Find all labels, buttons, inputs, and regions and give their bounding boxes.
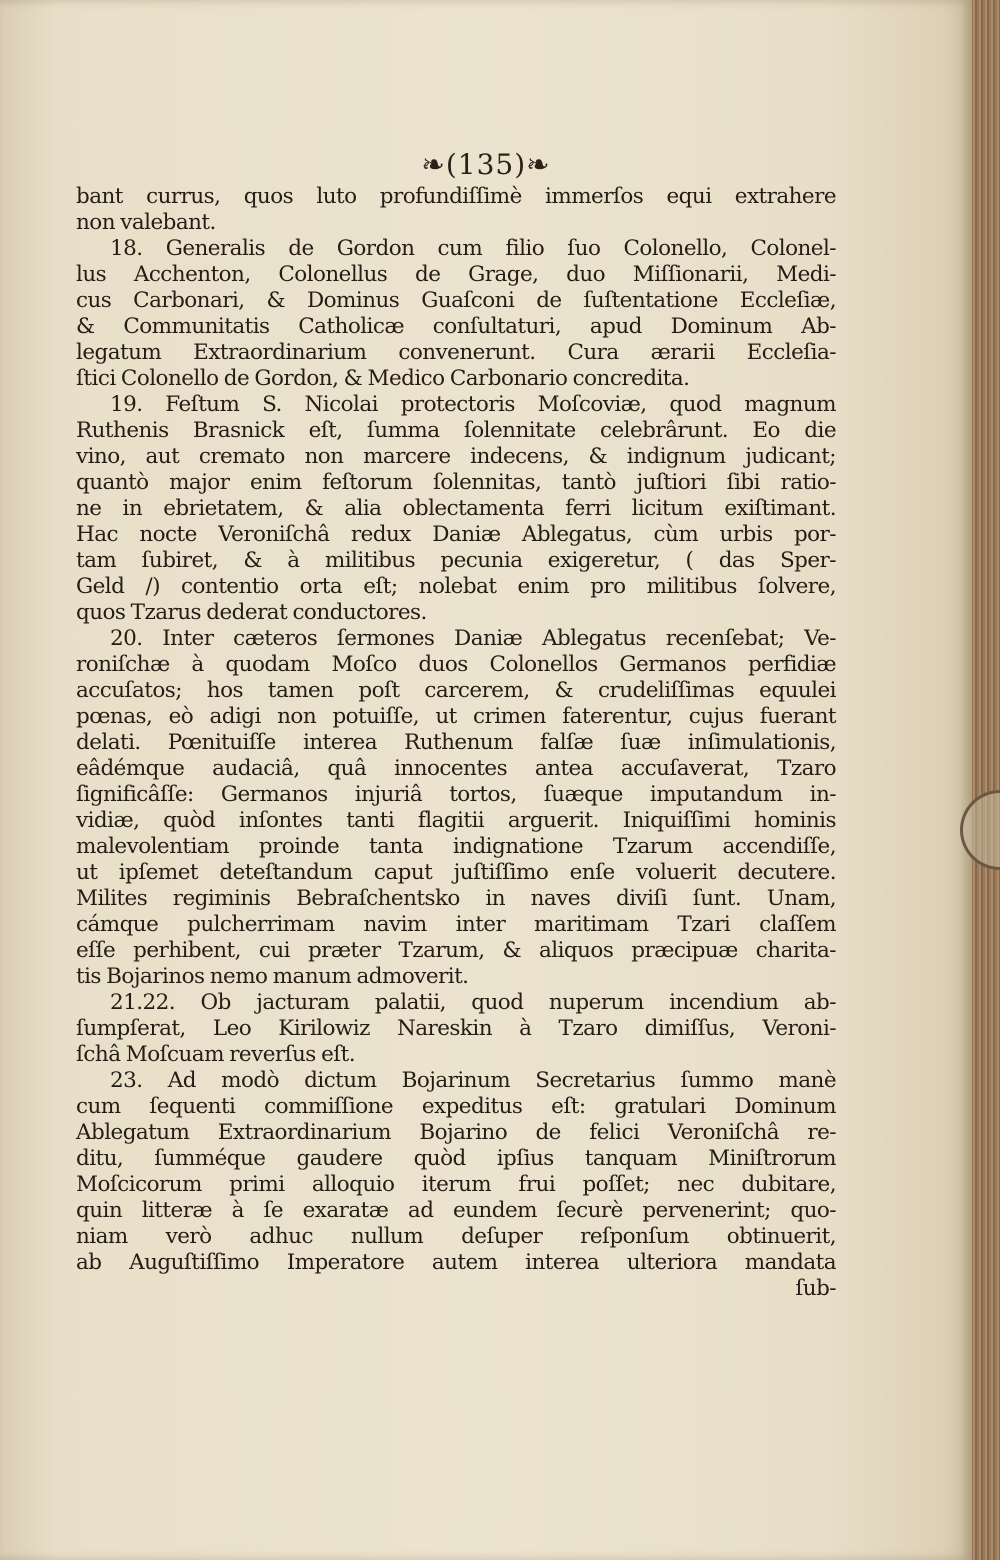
text-line: lus Acchenton, Colonellus de Grage, duo Miſſionarii, Medi- (76, 262, 836, 287)
text-line: 20. Inter cæteros ſermones Daniæ Ablegatus recenſebat; Ve- (110, 626, 836, 651)
text-line: ſub- (795, 1276, 836, 1301)
text-line: ſignificâſſe: Germanos injuriâ tortos, ſuæque imputandum in- (76, 782, 836, 807)
text-line: cus Carbonari, & Dominus Guaſconi de ſuſtentatione Eccleſiæ, (76, 288, 836, 313)
text-line: vino, aut cremato non marcere indecens, & indignum judicant; (76, 444, 836, 469)
text-line: quin litteræ à ſe exaratæ ad eundem ſecurè pervenerint; quo- (76, 1198, 836, 1223)
text-line: eâdémque audaciâ, quâ innocentes antea accuſaverat, Tzaro (76, 756, 836, 781)
text-line: & Communitatis Catholicæ conſultaturi, apud Dominum Ab- (76, 314, 836, 339)
text-line: cámque pulcherrimam navim inter maritimam Tzari claſſem (76, 912, 836, 937)
text-line: accuſatos; hos tamen poſt carcerem, & crudeliſſimas equulei (76, 678, 836, 703)
text-line: Hac nocte Veroniſchâ redux Daniæ Ablegatus, cùm urbis por- (76, 522, 836, 547)
text-line: ab Auguſtiſſimo Imperatore autem interea ulteriora mandata (76, 1250, 836, 1275)
text-line: tam ſubiret, & à militibus pecunia exigeretur, ( das Sper- (76, 548, 836, 573)
text-line: ſumpſerat, Leo Kirilowiz Nareskin à Tzaro dimiſſus, Veroni- (76, 1016, 836, 1041)
text-line: 18. Generalis de Gordon cum filio ſuo Colonello, Colonel- (110, 236, 836, 261)
text-line: delati. Pœnituiſſe interea Ruthenum falſæ ſuæ inſimulationis, (76, 730, 836, 755)
text-line: malevolentiam proinde tanta indignatione Tzarum accendiſſe, (76, 834, 836, 859)
text-line: ne in ebrietatem, & alia oblectamenta ferri licitum exiſtimant. (76, 496, 836, 521)
text-line: pœnas, eò adigi non potuiſſe, ut crimen faterentur, cujus fuerant (76, 704, 836, 729)
text-line: Geld /) contentio orta eſt; nolebat enim pro militibus ſolvere, (76, 574, 836, 599)
text-line: bant currus, quos luto profundiſſimè immerſos equi extrahere (76, 184, 836, 209)
text-line: roniſchæ à quodam Moſco duos Colonellos Germanos perfidiæ (76, 652, 836, 677)
page-edges (972, 0, 1000, 1560)
text-line: Ablegatum Extraordinarium Bojarino de felici Veroniſchâ re- (76, 1120, 836, 1145)
text-line: legatum Extraordinarium convenerunt. Cura ærarii Eccleſia- (76, 340, 836, 365)
text-line: ſchâ Moſcuam reverſus eſt. (76, 1042, 356, 1067)
page-text (76, 184, 836, 1302)
text-line: Moſcicorum primi alloquio iterum frui poſſet; nec dubitare, (76, 1172, 836, 1197)
text-line: niam verò adhuc nullum deſuper reſponſum obtinuerit, (76, 1224, 836, 1249)
text-line: Ruthenis Brasnick eſt, ſumma ſolennitate celebrârunt. Eo die (76, 418, 836, 443)
text-line: quos Tzarus dederat conductores. (76, 600, 427, 625)
text-line: non valebant. (76, 210, 216, 235)
text-line: Milites regiminis Bebraſchentsko in naves diviſi ſunt. Unam, (76, 886, 836, 911)
text-line: tis Bojarinos nemo manum admoverit. (76, 964, 469, 989)
text-line: ditu, ſumméque gaudere quòd ipſius tanquam Miniſtrorum (76, 1146, 836, 1171)
text-line: quantò major enim feſtorum ſolennitas, tantò juſtiori ſibi ratio- (76, 470, 836, 495)
text-line: 23. Ad modò dictum Bojarinum Secretarius ſummo manè (110, 1068, 836, 1093)
text-line: 19. Feſtum S. Nicolai protectoris Moſcoviæ, quod magnum (110, 392, 836, 417)
text-line: vidiæ, quòd inſontes tanti flagitii arguerit. Iniquiſſimi hominis (76, 808, 836, 833)
text-line: 21.22. Ob jacturam palatii, quod nuperum incendium ab- (110, 990, 836, 1015)
page-number-header: ❧(135)❧ (421, 148, 551, 181)
text-line: ut ipſemet deteſtandum caput juſtiſſimo enſe voluerit decutere. (76, 860, 836, 885)
text-line: eſſe perhibent, cui præter Tzarum, & aliquos præcipuæ charita- (76, 938, 836, 963)
text-line: cum ſequenti commiſſione expeditus eſt: gratulari Dominum (76, 1094, 836, 1119)
text-line: ſtici Colonello de Gordon, & Medico Carbonario concredita. (76, 366, 690, 391)
